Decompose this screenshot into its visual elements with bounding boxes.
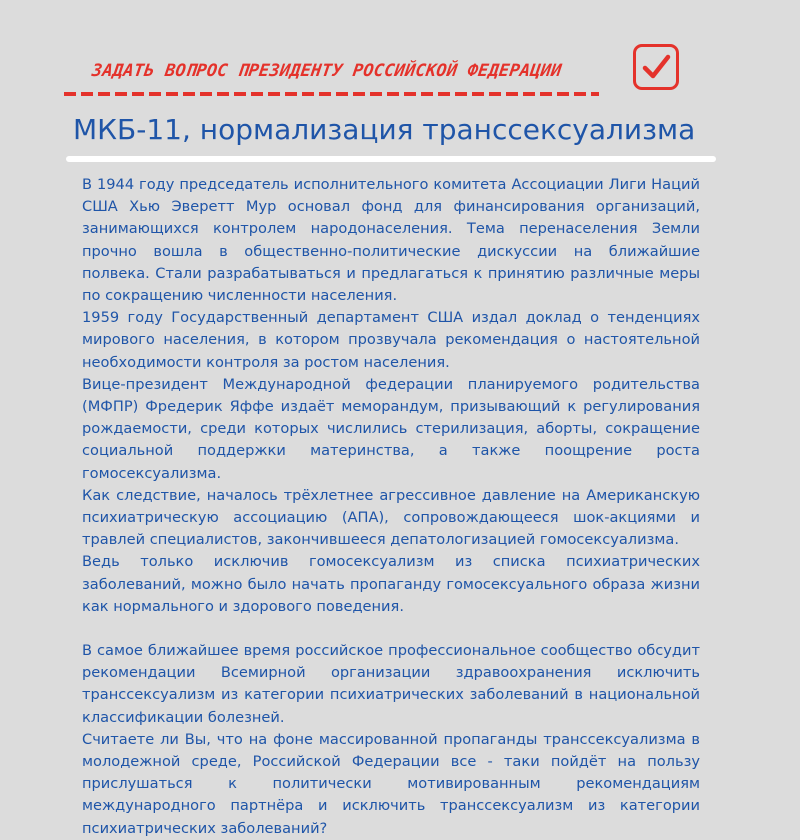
check-icon xyxy=(636,47,676,87)
paragraph-spacer xyxy=(82,618,700,640)
page-title: МКБ-11, нормализация транссексуализма xyxy=(73,113,696,146)
title-underline xyxy=(66,156,716,162)
checkbox-button[interactable] xyxy=(633,44,679,90)
paragraph-3: Вице-президент Международной федерации планируемого родительства (МФПР) Фредерик Яффе издаёт меморандум, призывающий к регулирования рождаемости, среди которых числились стерилизация, аборты, сокращение социальной поддержки материнства, а также поощрение роста гомосексуализма. xyxy=(82,375,700,482)
paragraph-4: Как следствие, началось трёхлетнее агрессивное давление на Американскую психиатрическую ассоциацию (АПА), сопровождающееся шок-акциями и травлей специалистов, закончившееся депатологизацией гомосексуализма. xyxy=(82,486,700,549)
paragraph-1: В 1944 году председатель исполнительного комитета Ассоциации Лиги Наций США Хью Эверетт Мур основал фонд для финансирования организаций, занимающихся контролем народонаселения. Тема перенаселения Земли прочно вошла в общественно-политические дискуссии на ближайшие полвека. Стали разрабатываться и предлагаться к принятию различные меры по сокращению численности населения. xyxy=(82,176,700,305)
paragraph-2: 1959 году Государственный департамент США издал доклад о тенденциях мирового населения, в котором прозвучала рекомендация о настоятельной необходимости контроля за ростом населения. xyxy=(82,309,700,371)
article-body xyxy=(82,174,700,840)
paragraph-7: Считаете ли Вы, что на фоне массированной пропаганды транссексуализма в молодежной среде, Российской Федерации все - таки пойдёт на пользу прислушаться к политически мотивированным рекомендациям международного партнёра и исключить транссексуализм из категории психиатрических заболеваний? xyxy=(82,730,700,837)
header xyxy=(0,0,800,120)
dashed-divider xyxy=(64,92,599,96)
paragraph-5: Ведь только исключив гомосексуализм из списка психиатрических заболеваний, можно было начать пропаганду гомосексуального образа жизни как нормального и здорового поведения. xyxy=(82,553,700,615)
ask-president-link[interactable]: ЗАДАТЬ ВОПРОС ПРЕЗИДЕНТУ РОССИЙСКОЙ ФЕДЕРАЦИИ xyxy=(90,61,563,81)
paragraph-6: В самое ближайшее время российское профессиональное сообщество обсудит рекомендации Всемирной организации здравоохранения исключить транссексуализм из категории психиатрических заболеваний в национальной классификации болезней. xyxy=(82,642,700,726)
